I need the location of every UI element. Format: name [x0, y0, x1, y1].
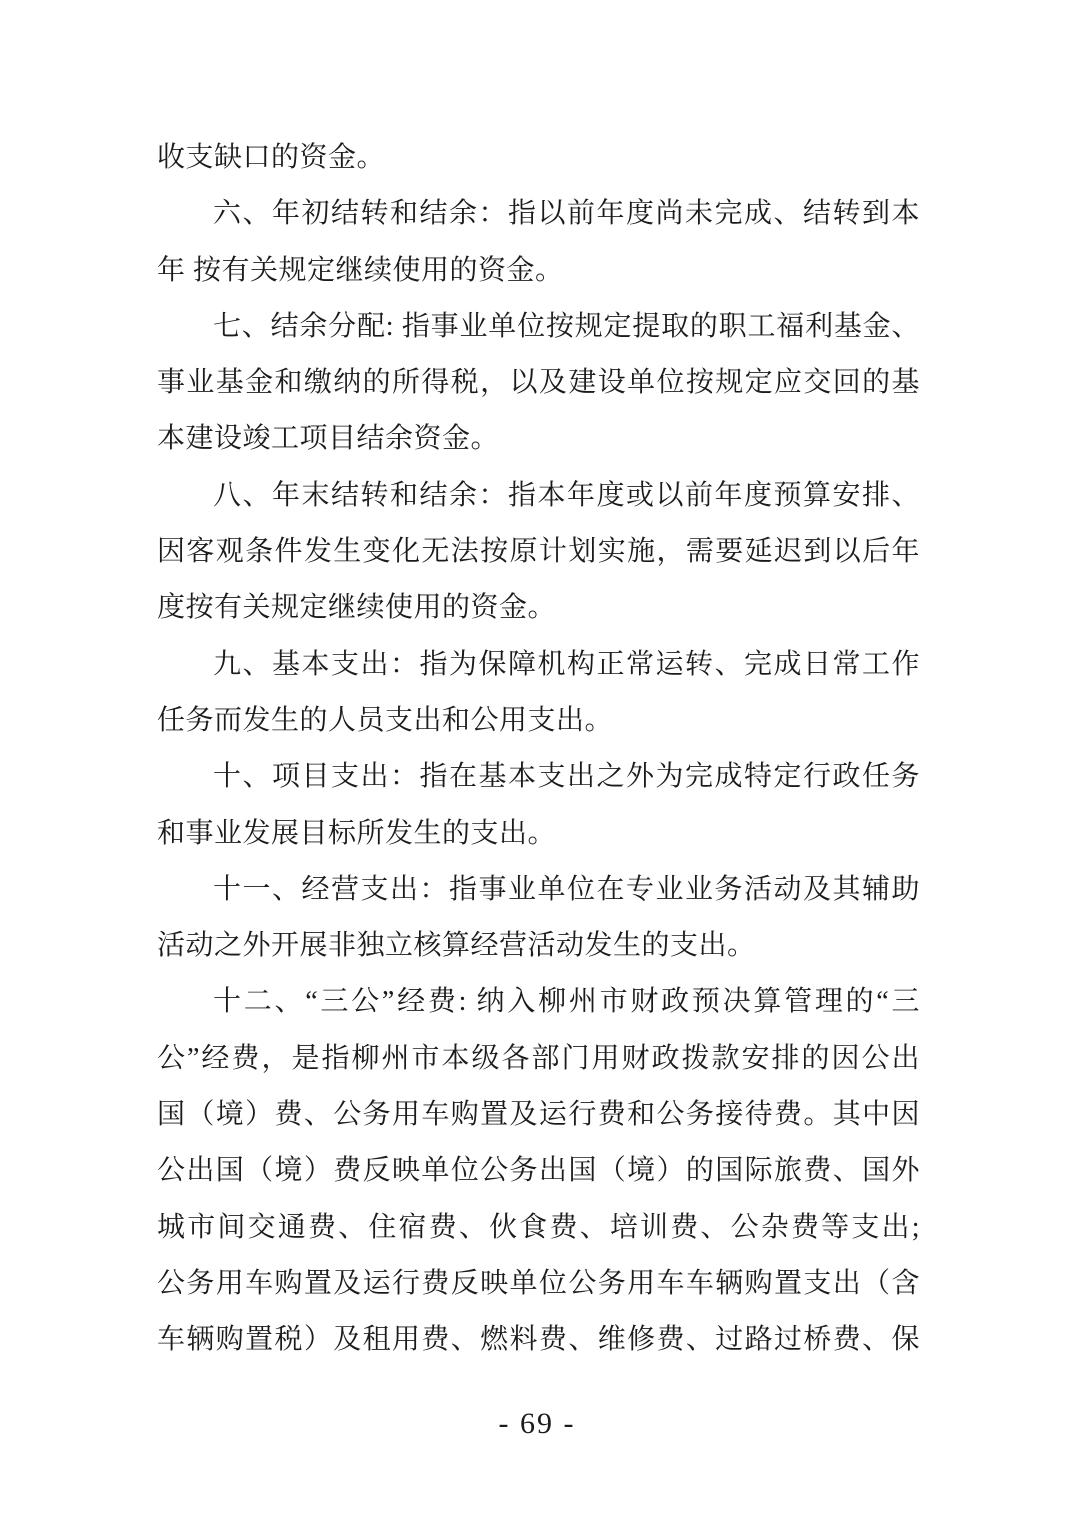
text-line: 八、年末结转和结余：指本年度或以前年度预算安排、	[213, 479, 920, 511]
text-line: 和事业发展目标所发生的支出。	[157, 817, 557, 849]
text-line: 任务而发生的人员支出和公用支出。	[157, 704, 614, 736]
text-line: 十、项目支出：指在基本支出之外为完成特定行政任务	[213, 761, 920, 793]
text-line: 公”经费，是指柳州市本级各部门用财政拨款安排的因公出	[157, 1042, 920, 1074]
text-line: 国（境）费、公务用车购置及运行费和公务接待费。其中因	[157, 1099, 920, 1131]
text-line: 年 按有关规定继续使用的资金。	[157, 254, 564, 286]
text-line: 七、结余分配: 指事业单位按规定提取的职工福利基金、	[213, 310, 920, 342]
text-line: 公出国（境）费反映单位公务出国（境）的国际旅费、国外	[157, 1155, 920, 1187]
text-line: 城市间交通费、住宿费、伙食费、培训费、公杂费等支出;	[157, 1211, 920, 1243]
text-line: 事业基金和缴纳的所得税，以及建设单位按规定应交回的基	[157, 367, 920, 399]
text-line: 九、基本支出：指为保障机构正常运转、完成日常工作	[213, 648, 920, 680]
text-line: 因客观条件发生变化无法按原计划实施，需要延迟到以后年	[157, 536, 920, 568]
text-line: 收支缺口的资金。	[157, 142, 386, 173]
text-line: 六、年初结转和结余：指以前年度尚未完成、结转到本	[213, 198, 920, 230]
text-line: 十二、“三公”经费: 纳入柳州市财政预决算管理的“三	[213, 986, 920, 1018]
text-line: 活动之外开展非独立核算经营活动发生的支出。	[157, 930, 756, 962]
text-line: 公务用车购置及运行费反映单位公务用车车辆购置支出（含	[157, 1267, 920, 1299]
text-line: 车辆购置税）及租用费、燃料费、维修费、过路过桥费、保	[157, 1324, 920, 1356]
text-line: 度按有关规定继续使用的资金。	[157, 592, 557, 624]
body-text-block	[157, 130, 920, 1369]
text-line: 本建设竣工项目结余资金。	[157, 423, 500, 455]
text-line: 十一、经营支出：指事业单位在专业业务活动及其辅助	[213, 873, 920, 905]
page-number: - 69 -	[498, 1407, 576, 1440]
